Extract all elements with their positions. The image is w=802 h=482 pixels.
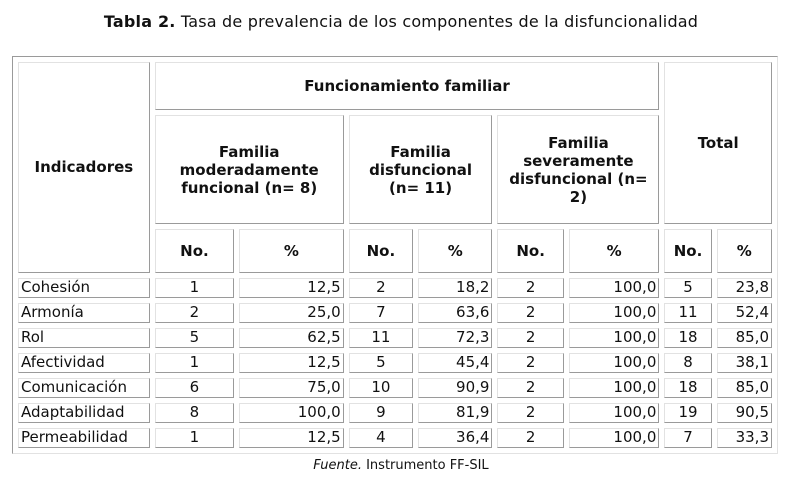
- header-total: Total: [664, 62, 772, 224]
- cell-percent: 12,5: [239, 353, 344, 373]
- cell-count: 8: [155, 403, 234, 423]
- row-indicator: Comunicación: [18, 378, 150, 398]
- cell-count: 2: [497, 353, 563, 373]
- cell-count: 18: [664, 378, 711, 398]
- cell-percent: 45,4: [418, 353, 492, 373]
- cell-count: 2: [497, 428, 563, 448]
- cell-count: 2: [155, 303, 234, 323]
- caption-label: Tabla 2.: [103, 12, 176, 31]
- cell-percent: 12,5: [239, 278, 344, 298]
- cell-percent: 62,5: [239, 328, 344, 348]
- subheader-pct: %: [717, 229, 772, 273]
- cell-percent: 85,0: [717, 328, 772, 348]
- header-funcionamiento-familiar: Funcionamiento familiar: [155, 62, 660, 110]
- source-label: Fuente.: [313, 458, 362, 473]
- cell-count: 1: [155, 428, 234, 448]
- cell-count: 5: [155, 328, 234, 348]
- table-caption: [0, 12, 802, 31]
- cell-count: 7: [349, 303, 413, 323]
- cell-percent: 81,9: [418, 403, 492, 423]
- prevalence-table: [12, 56, 778, 454]
- row-indicator: Cohesión: [18, 278, 150, 298]
- cell-percent: 36,4: [418, 428, 492, 448]
- cell-count: 11: [664, 303, 711, 323]
- table-row: [18, 278, 772, 298]
- source-text: Instrumento FF-SIL: [366, 458, 489, 473]
- row-indicator: Rol: [18, 328, 150, 348]
- subheader-pct: %: [418, 229, 492, 273]
- cell-count: 6: [155, 378, 234, 398]
- caption-text: Tasa de prevalencia de los componentes de la disfuncionalidad: [180, 12, 699, 31]
- subheader-no: No.: [664, 229, 711, 273]
- cell-count: 11: [349, 328, 413, 348]
- table-row: [18, 328, 772, 348]
- row-indicator: Adaptabilidad: [18, 403, 150, 423]
- cell-percent: 90,5: [717, 403, 772, 423]
- table-row: [18, 428, 772, 448]
- cell-percent: 33,3: [717, 428, 772, 448]
- header-group-moderate: Familia moderadamente funcional (n= 8): [155, 115, 344, 224]
- row-indicator: Afectividad: [18, 353, 150, 373]
- table-row: [18, 403, 772, 423]
- subheader-no: No.: [497, 229, 563, 273]
- cell-percent: 63,6: [418, 303, 492, 323]
- cell-count: 9: [349, 403, 413, 423]
- cell-percent: 90,9: [418, 378, 492, 398]
- cell-percent: 38,1: [717, 353, 772, 373]
- cell-percent: 100,0: [569, 403, 660, 423]
- cell-percent: 100,0: [569, 378, 660, 398]
- cell-percent: 23,8: [717, 278, 772, 298]
- row-indicator: Permeabilidad: [18, 428, 150, 448]
- cell-percent: 25,0: [239, 303, 344, 323]
- cell-count: 10: [349, 378, 413, 398]
- cell-count: 2: [497, 378, 563, 398]
- header-indicators: Indicadores: [18, 62, 150, 273]
- cell-count: 1: [155, 278, 234, 298]
- header-group-severe: Familia severamente disfuncional (n= 2): [497, 115, 659, 224]
- cell-percent: 75,0: [239, 378, 344, 398]
- table-source: [0, 458, 802, 473]
- cell-percent: 100,0: [569, 353, 660, 373]
- cell-percent: 85,0: [717, 378, 772, 398]
- cell-count: 18: [664, 328, 711, 348]
- cell-percent: 100,0: [239, 403, 344, 423]
- cell-count: 19: [664, 403, 711, 423]
- cell-count: 5: [664, 278, 711, 298]
- cell-percent: 12,5: [239, 428, 344, 448]
- cell-percent: 52,4: [717, 303, 772, 323]
- table-row: [18, 303, 772, 323]
- table-row: [18, 378, 772, 398]
- row-indicator: Armonía: [18, 303, 150, 323]
- cell-count: 4: [349, 428, 413, 448]
- cell-count: 2: [349, 278, 413, 298]
- cell-count: 8: [664, 353, 711, 373]
- table-row: [18, 353, 772, 373]
- subheader-pct: %: [569, 229, 660, 273]
- cell-count: 5: [349, 353, 413, 373]
- cell-count: 1: [155, 353, 234, 373]
- cell-count: 2: [497, 403, 563, 423]
- cell-percent: 100,0: [569, 303, 660, 323]
- cell-percent: 100,0: [569, 428, 660, 448]
- cell-percent: 18,2: [418, 278, 492, 298]
- subheader-no: No.: [349, 229, 413, 273]
- cell-percent: 100,0: [569, 278, 660, 298]
- header-group-dysfunctional: Familia disfuncional (n= 11): [349, 115, 493, 224]
- cell-count: 7: [664, 428, 711, 448]
- cell-percent: 100,0: [569, 328, 660, 348]
- cell-count: 2: [497, 278, 563, 298]
- cell-count: 2: [497, 328, 563, 348]
- subheader-pct: %: [239, 229, 344, 273]
- cell-percent: 72,3: [418, 328, 492, 348]
- subheader-no: No.: [155, 229, 234, 273]
- cell-count: 2: [497, 303, 563, 323]
